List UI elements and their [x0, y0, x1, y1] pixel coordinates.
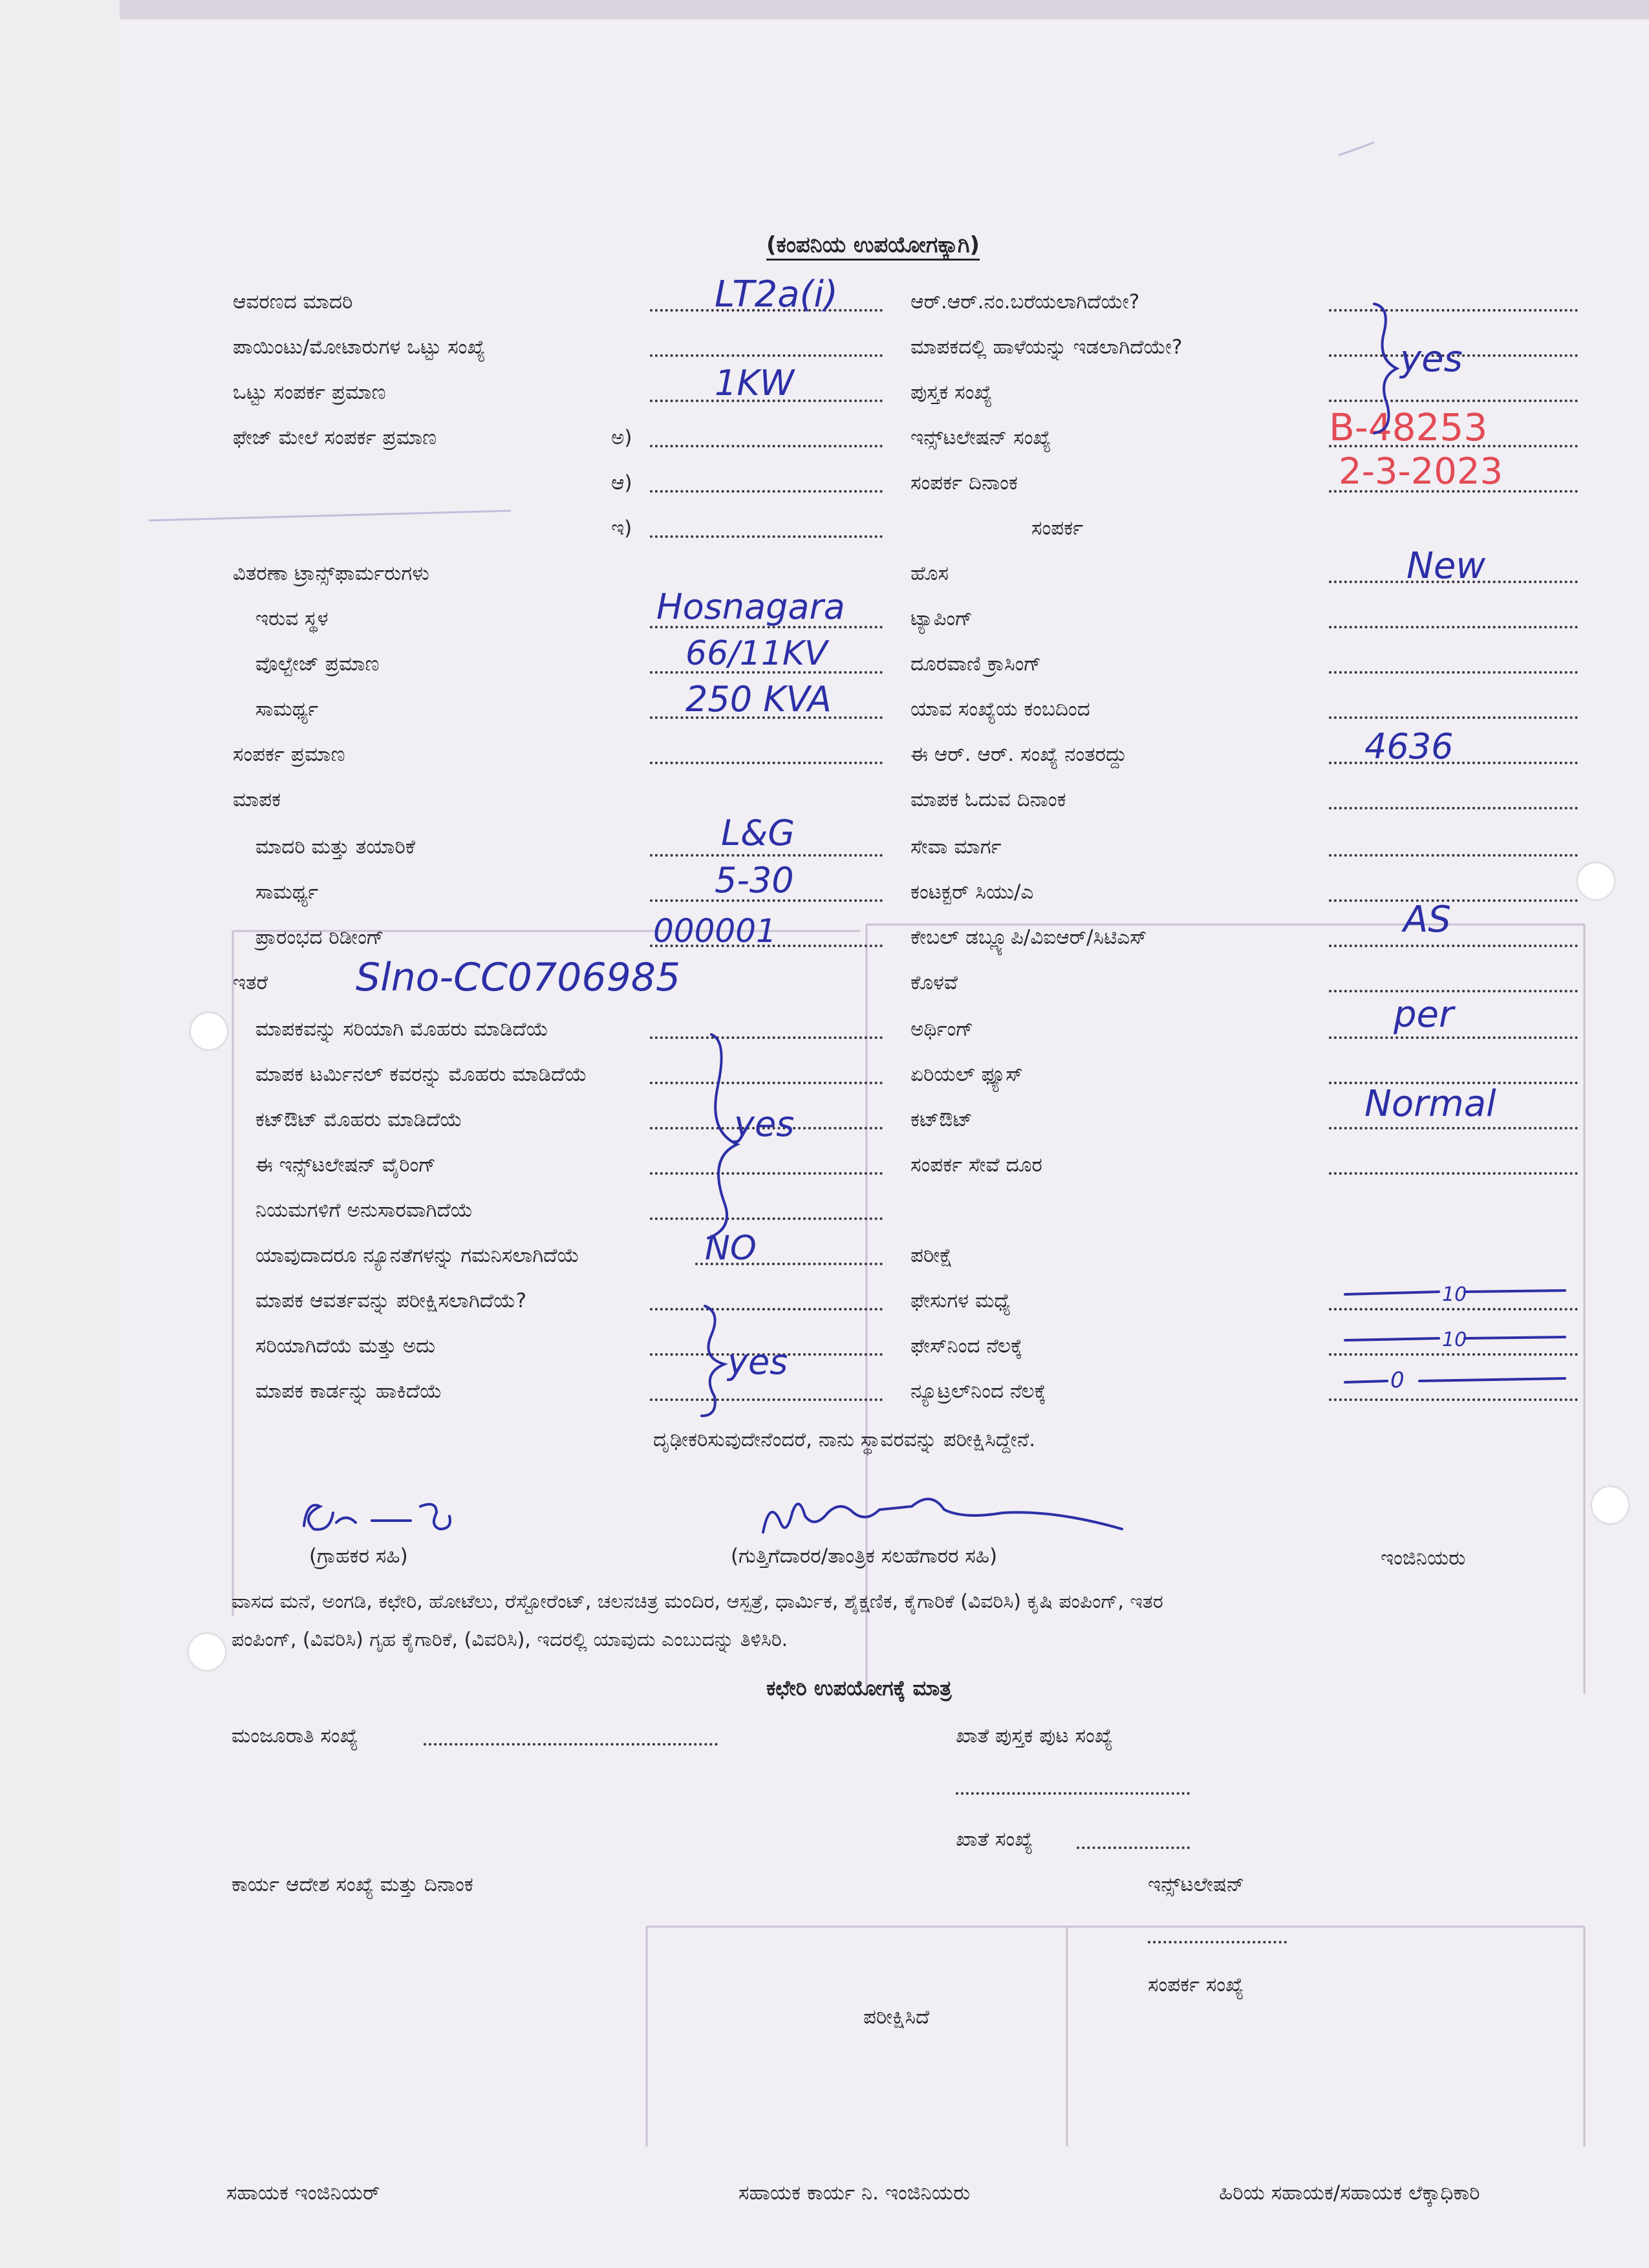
dash-phase-earth [1465, 1337, 1565, 1338]
dash-neutral-earth [1419, 1378, 1565, 1381]
label-connection-date: ಸಂಪರ್ಕ ದಿನಾಂಕ [911, 471, 1018, 495]
label-new: ಹೊಸ [911, 562, 949, 585]
label-tapping: ಟ್ಯಾಪಿಂಗ್ [911, 607, 973, 630]
usage-line-2: ಪಂಪಿಂಗ್, (ವಿವರಿಸಿ) ಗೃಹ ಕೈಗಾರಿಕೆ, (ವಿವರಿಸಿ), ಇದರಲ್ಲಿ ಯಾವುದು ಎಂಬುದನ್ನು ತಿಳಿಸಿರಿ. [232, 1629, 788, 1651]
hw-pole-no: 4636 [1364, 726, 1454, 767]
hw-serial: Slno-CC0706985 [356, 955, 681, 1000]
hw-model: L&G [721, 813, 795, 853]
hw-installation-no: B-48253 [1329, 405, 1488, 449]
hw-voltage: 66/11KV [685, 634, 828, 673]
label-meter-capacity: ಸಾಮರ್ಥ್ಯ [255, 881, 319, 904]
asst-exec-engineer-label: ಸಹಾಯಕ ಕಾರ್ಯ ನಿ. ಇಂಜಿನಿಯರು [738, 2181, 971, 2205]
label-pipe: ಕೊಳವೆ [911, 971, 958, 994]
engineer-label: ಇಂಜಿನಿಯರು [1381, 1546, 1466, 1570]
label-phase-load: ಫೇಜ್ ಮೇಲೆ ಸಂಪರ್ಕ ಪ್ರಮಾಣ [233, 426, 437, 449]
label-phase-c: ಇ) [611, 517, 632, 540]
label-installation-no: ಇನ್ಸ್‌ಟಲೇಷನ್ ಸಂಖ್ಯೆ [911, 426, 1051, 449]
label-meter-card: ಮಾಪಕ ಕಾರ್ಡನ್ನು ಹಾಕಿದೆಯೆ [255, 1380, 442, 1403]
brace-meter-block [708, 1034, 737, 1238]
label-model-make: ಮಾದರಿ ಮತ್ತು ತಯಾರಿಕೆ [255, 835, 416, 859]
hw-test-phase-earth: 10 [1442, 1329, 1467, 1351]
label-phase-to-earth: ಫೇಸ್‌ನಿಂದ ನೆಲಕ್ಕೆ [911, 1334, 1023, 1358]
label-cutout-sealed: ಕಟ್‌ಔಟ್ ಮೊಹರು ಮಾಡಿದೆಯೆ [255, 1108, 462, 1131]
dash-between-phases [1465, 1290, 1565, 1292]
hw-capacity: 250 KVA [685, 679, 832, 720]
hw-load: 1KW [715, 363, 795, 403]
contractor-signature-label: (ಗುತ್ತಿಗೆದಾರರ/ತಾಂತ್ರಿಕ ಸಲಹೆಗಾರರ ಸಹಿ) [731, 1545, 998, 1568]
label-wiring-q2: ನಿಯಮಗಳಿಗೆ ಅನುಸಾರವಾಗಿದೆಯೆ [255, 1199, 473, 1222]
hw-yes-right: yes [1400, 338, 1463, 380]
contractor-signature [763, 1499, 1122, 1532]
brace-right [1374, 304, 1397, 433]
hw-test-neutral-earth: 0 [1390, 1367, 1405, 1393]
hw-no: NO [705, 1229, 757, 1268]
label-total-connected-load: ಒಟ್ಟು ಸಂಪರ್ಕ ಪ್ರಮಾಣ [233, 381, 386, 404]
label-book-no: ಪುಸ್ತಕ ಸಂಖ್ಯೆ [911, 381, 993, 404]
office-use-title: ಕಛೇರಿ ಉಪಯೋಗಕ್ಕೆ ಮಾತ್ರ [766, 1676, 952, 1700]
label-neutral-to-earth: ನ್ಯೂಟ್ರಲ್‌ನಿಂದ ನೆಲಕ್ಕೆ [911, 1380, 1046, 1403]
label-meter-sealed: ಮಾಪಕವನ್ನು ಸರಿಯಾಗಿ ಮೊಹರು ಮಾಡಿದೆಯೆ [255, 1018, 549, 1041]
label-cutout: ಕಟ್‌ಔಟ್ [911, 1108, 973, 1131]
label-connection-no: ಸಂಪರ್ಕ ಸಂಖ್ಯೆ [1148, 1973, 1244, 1996]
hw-connection-date: 2-3-2023 [1339, 451, 1503, 493]
label-phase-a: ಅ) [611, 426, 632, 449]
hw-meter-capacity: 5-30 [715, 860, 794, 901]
label-voltage: ವೊಲ್ಟೇಜ್ ಪ್ರಮಾಣ [255, 652, 380, 676]
hw-per: per [1394, 994, 1454, 1036]
usage-line-1: ವಾಸದ ಮನೆ, ಅಂಗಡಿ, ಕಛೇರಿ, ಹೋಟೆಲು, ರೆಸ್ಟೋರೆಂಟ್, ಚಲನಚಿತ್ರ ಮಂದಿರ, ಆಸ್ಪತ್ರೆ, ಧಾರ್ಮಿಕ, ಶೈಕ್ಷಣಿಕ, ಕೈಗಾರಿಕೆ (ವಿವರಿಸಿ) ಕೃಷಿ ಪಂಪಿಂಗ್, ಇತರ [232, 1590, 1163, 1613]
label-work-order: ಕಾರ್ಯ ಆದೇಶ ಸಂಖ್ಯೆ ಮತ್ತು ದಿನಾಂಕ [232, 1873, 473, 1896]
consumer-signature [304, 1504, 450, 1530]
label-installation: ಇನ್ಸ್‌ಟಲೇಷನ್ [1148, 1873, 1245, 1896]
certification-statement: ದೃಢೀಕರಿಸುವುದೇನೆಂದರೆ, ನಾನು ಸ್ಥಾವರವನ್ನು ಪರೀಕ್ಷಿಸಿದ್ದೇನೆ. [653, 1428, 1036, 1451]
label-meter-rotation: ಮಾಪಕ ಆವರ್ತವನ್ನು ಪರೀಕ್ಷಿಸಲಾಗಿದೆಯೆ? [255, 1289, 527, 1312]
hw-as: AS [1403, 899, 1451, 941]
brace-card-block [702, 1306, 724, 1416]
label-between-phases: ಫೇಸುಗಳ ಮಧ್ಯೆ [911, 1289, 1011, 1312]
label-location: ಇರುವ ಸ್ಥಳ [255, 607, 329, 630]
asst-engineer-label: ಸಹಾಯಕ ಇಂಜಿನಿಯರ್ [226, 2181, 380, 2205]
label-distribution-transformers: ವಿತರಣಾ ಟ್ರಾನ್ಸ್‌ಫಾರ್ಮರುಗಳು [233, 562, 429, 585]
label-capacity: ಸಾಮರ್ಥ್ಯ [255, 698, 319, 721]
hw-enclosure: LT2a(i) [715, 273, 838, 316]
label-reading-date: ಮಾಪಕ ಓದುವ ದಿನಾಂಕ [911, 788, 1066, 811]
hw-test-phases: 10 [1442, 1283, 1467, 1306]
label-aerial-fuse: ಏರಿಯಲ್ ಫ್ಯೂಸ್ [911, 1063, 1023, 1086]
hw-yes-card: yes [727, 1342, 788, 1382]
hw-location: Hosnagara [656, 586, 845, 627]
hw-normal: Normal [1364, 1083, 1496, 1125]
label-rr-written: ಆರ್.ಆರ್.ನಂ.ಬರೆಯಲಾಗಿದೆಯೇ? [911, 290, 1140, 314]
label-contractor: ಕಂಟಕ್ಟರ್ ಸಿಯು/ಎ [911, 881, 1034, 904]
hw-reading: 000001 [653, 912, 777, 950]
label-others: ಇತರೆ [233, 971, 268, 994]
label-service-distance: ಸಂಪರ್ಕ ಸೇವೆ ದೂರ [911, 1153, 1042, 1177]
label-cable: ಕೇಬಲ್ ಡಬ್ಲ್ಯೂಪಿ/ವಿಐಆರ್/ಸಿಟಿಎಸ್ [911, 926, 1147, 949]
label-after-rr: ಈ ಆರ್. ಆರ್. ಸಂಖ್ಯೆ ನಂತರದ್ದು [911, 743, 1127, 766]
label-terminal-cover-sealed: ಮಾಪಕ ಟರ್ಮಿನಲ್ ಕವರನ್ನು ಮೊಹರು ಮಾಡಿದೆಯೆ [255, 1063, 587, 1086]
dash-neutral-earth [1345, 1381, 1387, 1382]
label-phone-crossing: ದೂರವಾಣಿ ಕ್ರಾಸಿಂಗ್ [911, 652, 1042, 676]
hw-yes-meter: yes [734, 1104, 795, 1144]
label-meter-board: ಮಾಪಕದಲ್ಲಿ ಹಾಳೆಯನ್ನು ಇಡಲಾಗಿದೆಯೇ? [911, 336, 1183, 359]
label-initial-reading: ಪ್ರಾರಂಭದ ರಿಡೀಂಗ್ [255, 926, 384, 949]
page-title: (ಕಂಪನಿಯ ಉಪಯೋಗಕ್ಕಾಗಿ) [766, 234, 980, 261]
label-inspected: ಪರೀಕ್ಷಿಸಿದೆ [863, 2006, 930, 2029]
accounts-officer-label: ಹಿರಿಯ ಸಹಾಯಕ/ಸಹಾಯಕ ಲೆಕ್ಕಾಧಿಕಾರಿ [1219, 2181, 1480, 2205]
label-connection: ಸಂಪರ್ಕ [1031, 517, 1084, 540]
consumer-signature-label: (ಗ್ರಾಹಕರ ಸಹಿ) [309, 1545, 408, 1568]
label-service-route: ಸೇವಾ ಮಾರ್ಗ [911, 835, 1002, 859]
label-earthing: ಅರ್ಥಿಂಗ್ [911, 1018, 974, 1041]
label-phase-b: ಆ) [611, 471, 632, 495]
dash-phase-earth [1345, 1338, 1439, 1340]
label-enclosure-type: ಆವರಣದ ಮಾದರಿ [233, 290, 353, 314]
label-test: ಪರೀಕ್ಷೆ [911, 1244, 953, 1267]
label-from-which-pole: ಯಾವ ಸಂಖ್ಯೆಯ ಕಂಬದಿಂದ [911, 698, 1090, 721]
label-correct-and: ಸರಿಯಾಗಿದೆಯೆ ಮತ್ತು ಅದು [255, 1334, 436, 1358]
label-ledger-page: ಖಾತೆ ಪುಸ್ತಕ ಪುಟ ಸಂಖ್ಯೆ [956, 1724, 1113, 1748]
dash-between-phases [1345, 1292, 1439, 1294]
label-points-motors-total: ಪಾಯಿಂಟು/ಮೋಟಾರುಗಳ ಒಟ್ಟು ಸಂಖ್ಯೆ [233, 336, 486, 359]
label-sanction-no: ಮಂಜೂರಾತಿ ಸಂಖ್ಯೆ [232, 1724, 358, 1748]
label-wiring-q: ಈ ಇನ್ಸ್‌ಟಲೇಷನ್ ವೈರಿಂಗ್ [255, 1153, 436, 1177]
label-defects-noticed: ಯಾವುದಾದರೂ ನ್ಯೂನತೆಗಳನ್ನು ಗಮನಿಸಲಾಗಿದೆಯೆ [255, 1244, 580, 1267]
hw-new: New [1406, 545, 1486, 587]
label-meter: ಮಾಪಕ [233, 788, 281, 811]
label-connected-load: ಸಂಪರ್ಕ ಪ್ರಮಾಣ [233, 743, 345, 766]
label-account-no: ಖಾತೆ ಸಂಖ್ಯೆ [956, 1828, 1033, 1851]
